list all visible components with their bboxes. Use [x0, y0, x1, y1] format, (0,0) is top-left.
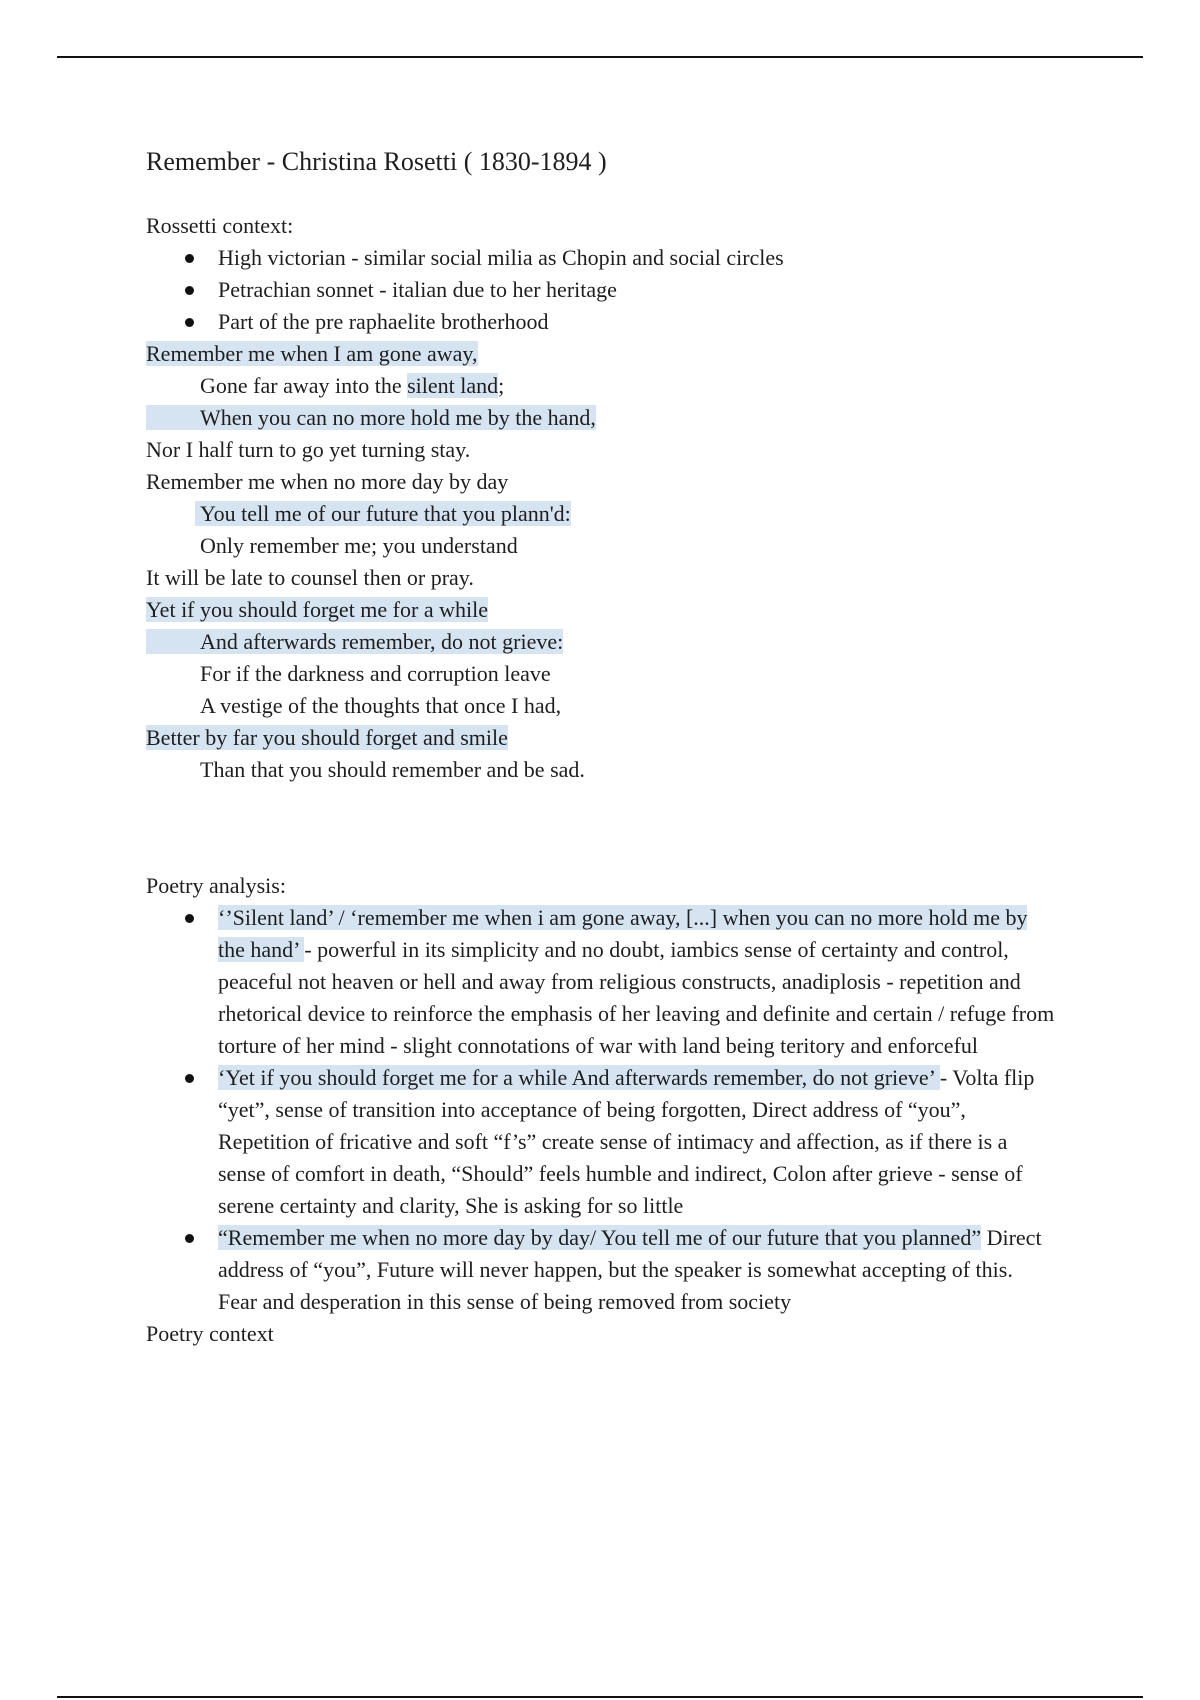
analysis-quote: ‘Yet if you should forget me for a while And afterwards remember, do not grieve’	[218, 1065, 940, 1090]
poem-line-text: Remember me when no more day by day	[146, 469, 509, 494]
context-item-text: Part of the pre raphaelite brotherhood	[218, 309, 549, 334]
poem-line-text: Than that you should remember and be sad.	[200, 757, 585, 782]
analysis-list	[146, 902, 1056, 1318]
poem-line	[146, 466, 1056, 498]
poem-line-text: Yet if you should forget me for a while	[146, 597, 488, 622]
list-item	[146, 902, 1056, 1062]
spacer	[146, 786, 1056, 870]
poem-line	[146, 402, 1056, 434]
poem-line	[146, 722, 1056, 754]
context-heading: Rossetti context:	[146, 213, 294, 238]
poem-line	[146, 658, 1056, 690]
poem-line	[146, 338, 1056, 370]
poem-line-text: And afterwards remember, do not grieve:	[146, 629, 563, 654]
poem-line	[146, 626, 1056, 658]
poem-line-text: You tell me of our future that you plann'd:	[195, 501, 571, 526]
analysis-quote: ‘’Silent land’ / ‘remember me when i am gone away, [...] when you can no more hold me by the hand’	[218, 905, 1028, 962]
list-item	[146, 274, 1056, 306]
poem-line-text: Only remember me; you understand	[200, 533, 518, 558]
poem-line-text: ;	[498, 373, 505, 398]
poem	[146, 338, 1056, 786]
list-item	[146, 306, 1056, 338]
context-list	[146, 242, 1056, 338]
poem-line	[146, 530, 1056, 562]
analysis-text: - powerful in its simplicity and no doubt, iambics sense of certainty and control, peaceful not heaven or hell and away from religious constructs, anadiplosis - repetition and rhetorical device to reinforce the emphasis of her leaving and definite and certain / refuge from torture of her mind - slight connotations of war with land being teritory and enforceful	[218, 937, 1055, 1058]
poem-line-text: Remember me when I am gone away,	[146, 341, 478, 366]
poem-line	[146, 754, 1056, 786]
analysis-quote: “Remember me when no more day by day/ You tell me of our future that you planned”	[218, 1225, 982, 1250]
document-body	[146, 144, 1056, 1350]
analysis-text: Direct address of “you”, Future will never happen, but the speaker is somewhat accepting of this. Fear and desperation in this sense of being removed from society	[218, 1225, 1042, 1314]
poetry-context-heading: Poetry context	[146, 1321, 274, 1346]
bullet-icon	[185, 1074, 194, 1083]
poem-line-text: Gone far away into the	[200, 373, 408, 398]
poem-line	[146, 594, 1056, 626]
bullet-icon	[185, 318, 194, 327]
poem-highlight: silent land	[407, 373, 499, 398]
poem-line-text: Nor I half turn to go yet turning stay.	[146, 437, 471, 462]
list-item	[146, 1222, 1056, 1318]
poem-line	[146, 690, 1056, 722]
bullet-icon	[185, 914, 194, 923]
bullet-icon	[185, 1234, 194, 1243]
analysis-heading: Poetry analysis:	[146, 873, 286, 898]
poem-line-text: It will be late to counsel then or pray.	[146, 565, 474, 590]
poem-line	[146, 370, 1056, 402]
poem-line	[146, 562, 1056, 594]
bullet-icon	[185, 254, 194, 263]
poem-line	[146, 498, 1056, 530]
poem-line-text: When you can no more hold me by the hand,	[146, 405, 596, 430]
analysis-text: - Volta flip “yet”, sense of transition into acceptance of being forgotten, Direct address of “you”, Repetition of fricative and soft “f’s” create sense of intimacy and affection, as if there is a sense of comfort in death, “Should” feels humble and indirect, Colon after grieve - sense of serene certainty and clarity, She is asking for so little	[218, 1065, 1035, 1218]
footer-rule	[57, 1696, 1143, 1698]
list-item	[146, 1062, 1056, 1222]
poem-line-text: A vestige of the thoughts that once I had,	[200, 693, 562, 718]
poem-line-text: For if the darkness and corruption leave	[200, 661, 551, 686]
poem-line	[146, 434, 1056, 466]
document-title: Remember - Christina Rosetti ( 1830-1894 )	[146, 147, 607, 176]
list-item	[146, 242, 1056, 274]
poem-line-text: Better by far you should forget and smile	[146, 725, 508, 750]
context-item-text: Petrachian sonnet - italian due to her heritage	[218, 277, 617, 302]
context-item-text: High victorian - similar social milia as Chopin and social circles	[218, 245, 784, 270]
bullet-icon	[185, 286, 194, 295]
header-rule	[57, 56, 1143, 58]
